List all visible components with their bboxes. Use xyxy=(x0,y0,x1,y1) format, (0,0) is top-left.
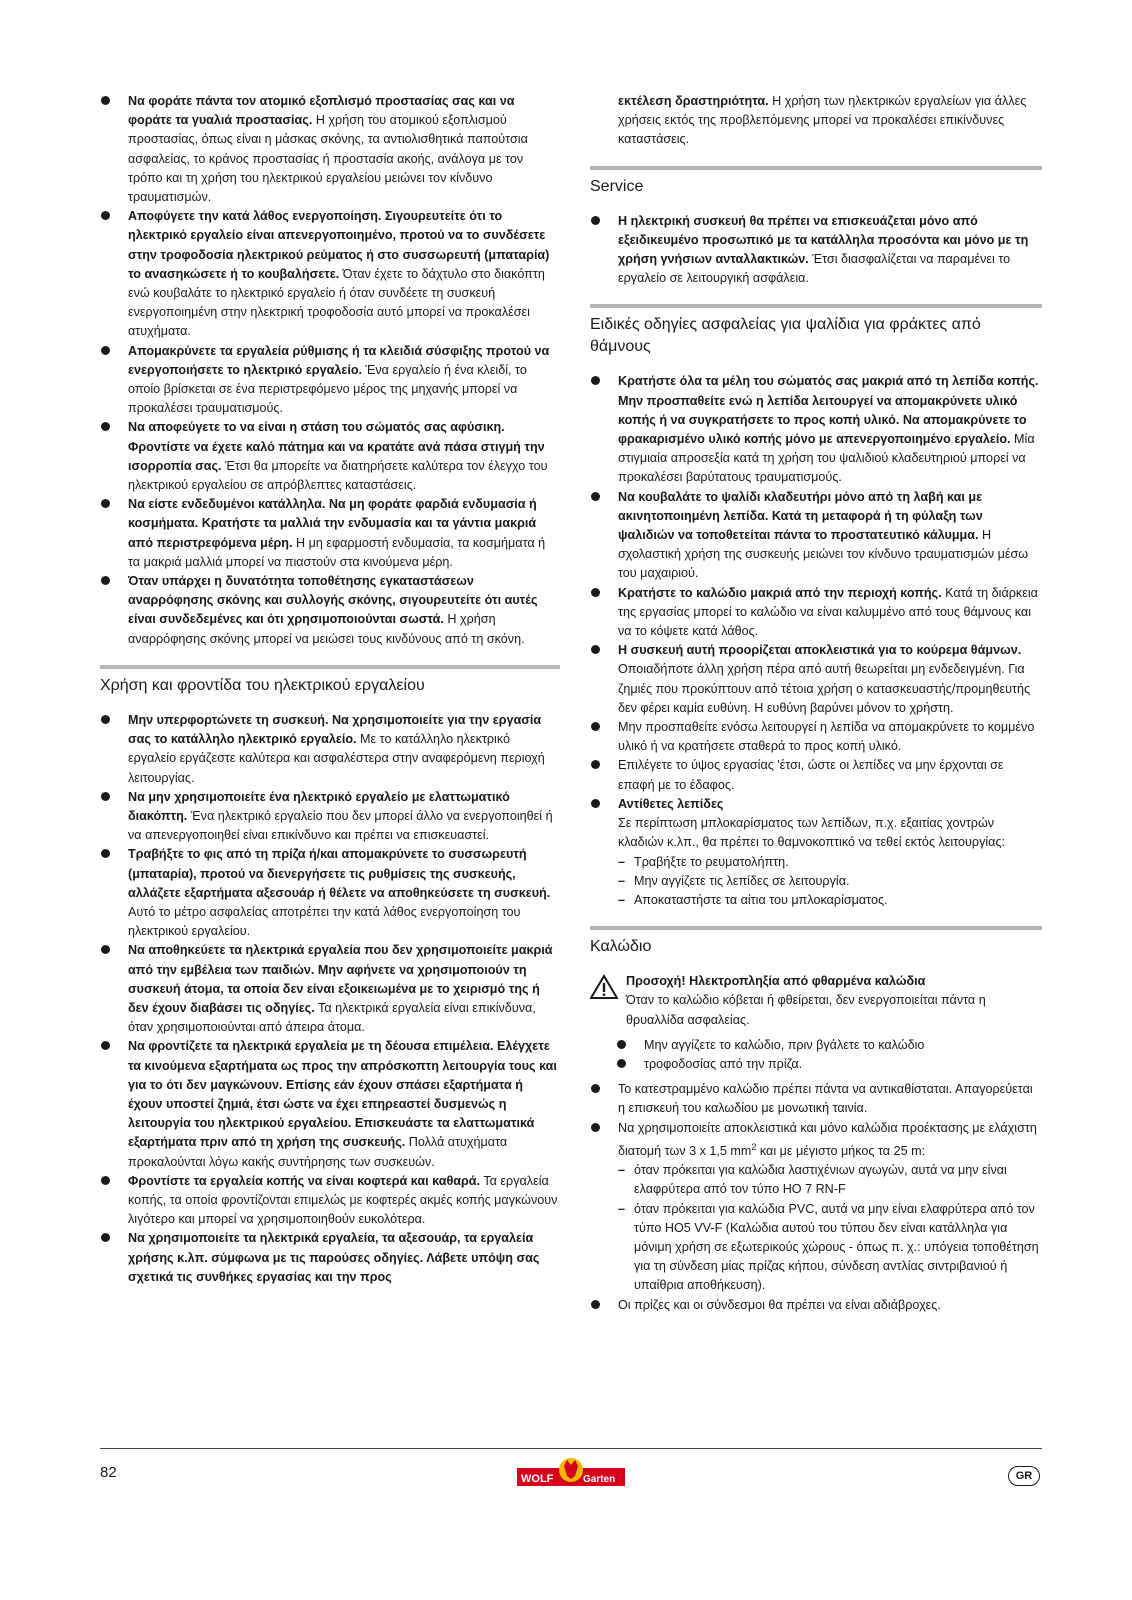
bullet-icon xyxy=(101,499,110,508)
dash-item: – όταν πρόκειται για καλώδια PVC, αυτά να μην είναι ελαφρύτερα από τον τύπο HO5 VV-F (Καλώδια αυτού του τύπου δεν είναι κατάλληλα για μόνιμη χρήση σε εξωτερικούς χώρους - όπως π. χ.: υπόγεια τοποθέτηση για τη σύνδεση μίας πρίζας κήπου, σύνδεση αντλίας σιντριβανιού ή υπαίθρια αποθήκευση). xyxy=(618,1201,1039,1293)
section-service xyxy=(590,166,1042,198)
left-column xyxy=(100,92,560,1287)
list-item: Να φοράτε πάντα τον ατομικό εξοπλισμό προστασίας σας και να φοράτε τα γυαλιά προστασίας. Η χρήση του ατομικού εξοπλισμού προστασίας, όπως είναι η μάσκας σκόνης, τα αντιολισθητικά παπούτσια ασφαλείας, το κράνος προστασίας ή προστασία ακοής, ανάλογα με τον τρόπο και τη χρήση του ηλεκτρικού εργαλείου μειώνει τον κίνδυνο τραυματισμών. xyxy=(100,92,560,207)
warning-triangle-icon xyxy=(590,974,618,1000)
warning-sublist xyxy=(590,1036,1042,1074)
safety-list-2 xyxy=(100,711,560,1287)
list-item: Οι πρίζες και οι σύνδεσμοι θα πρέπει να είναι αδιάβροχες. xyxy=(590,1296,1042,1315)
list-item: Η συσκευή αυτή προορίζεται αποκλειστικά για το κούρεμα θάμνων. Οποιαδήποτε άλλη χρήση πέρα από αυτή θεωρείται μη ενδεδειγμένη. Για ζημιές που προκύπτουν από τέτοια χρήση ο κατασκευαστής/προμηθευτής δεν φέρει καμία ευθύνη. Η ευθύνη βαρύνει μόνον το χρήστη. xyxy=(590,641,1042,718)
list-item: Να αποφεύγετε το να είναι η στάση του σώματός σας αφύσικη. Φροντίστε να έχετε καλό πάτημα και να κρατάτε ανά πάσα στιγμή την ισορροπία σας. Έτσι θα μπορείτε να διατηρήσετε καλύτερα τον έλεγχο του ηλεκτρικού εργαλείου σε απρόβλεπτες καταστάσεις. xyxy=(100,418,560,495)
dash-item: – Μην αγγίζετε τις λεπίδες σε λειτουργία. xyxy=(618,873,850,888)
section-heading-cable: Καλώδιο xyxy=(590,938,652,956)
dash-item: – όταν πρόκειται για καλώδια λαστιχένιων αγωγών, αυτά να μην είναι ελαφρύτερα από τον τύπο HO 7 RN-F xyxy=(618,1163,1007,1197)
footer-rule xyxy=(100,1448,1042,1449)
list-item: Αντίθετες λεπίδες Σε περίπτωση μπλοκαρίσματος των λεπίδων, π.χ. εξαιτίας χοντρών κλαδιών κ.λπ., θα πρέπει το θαμνοκοπτικό να τεθεί εκτός λειτουργίας: xyxy=(590,795,1042,853)
bullet-icon xyxy=(591,722,600,731)
list-item: Να μην χρησιμοποιείτε ένα ηλεκτρικό εργαλείο με ελαττωματικό διακόπτη. Ένα ηλεκτρικό εργαλείο που δεν μπορεί άλλο να ενεργοποιηθεί ή να απενεργοποιηθεί είναι επικίνδυνο και πρέπει να επισκευαστεί. xyxy=(100,788,560,846)
bullet-icon xyxy=(101,1041,110,1050)
page-number: 82 xyxy=(100,1464,117,1481)
bullet-icon xyxy=(101,346,110,355)
list-item: Όταν υπάρχει η δυνατότητα τοποθέτησης εγκαταστάσεων αναρρόφησης σκόνης και συλλογής σκόνης, σιγουρευτείτε ότι αυτές είναι συνδεδεμένες και ότι χρησιμοποιούνται σωστά. Η χρήση αναρρόφησης σκόνης μπορεί να μειώσει τους κινδύνους από τη σκόνη. xyxy=(100,572,560,649)
bullet-icon xyxy=(101,715,110,724)
list-item: Μην υπερφορτώνετε τη συσκευή. Να χρησιμοποιείτε για την εργασία σας το κατάλληλο ηλεκτρικό εργαλείο. Με το κατάλληλο ηλεκτρικό εργαλείο εργάζεστε καλύτερα και ασφαλέστερα στην αναφερόμενη περιοχή λειτουργίας. xyxy=(100,711,560,788)
bullet-icon xyxy=(101,1176,110,1185)
bullet-icon xyxy=(591,1123,600,1132)
bullet-icon xyxy=(617,1040,626,1049)
bullet-icon xyxy=(617,1059,626,1068)
bullet-icon xyxy=(101,849,110,858)
cable-dash-list xyxy=(590,1161,1042,1295)
section-special xyxy=(590,304,1042,358)
section-rule xyxy=(590,304,1042,308)
list-item: Τραβήξτε το φις από τη πρίζα ή/και απομακρύνετε το συσσωρευτή (μπαταρία), προτού να διενεργήσετε τις ρυθμίσεις της συσκευής, αλλάζετε εξαρτήματα αξεσουάρ ή θέλετε να αποθηκεύσετε τη συσκευή. Αυτό το μέτρο ασφαλείας αποτρέπει την κατά λάθος ενεργοποίηση του ηλεκτρικού εργαλείου. xyxy=(100,845,560,941)
list-item: Μην προσπαθείτε ενόσω λειτουργεί η λεπίδα να απομακρύνετε το κομμένο υλικό ή να κρατήσετε σταθερά το προς κοπή υλικό. xyxy=(590,718,1042,756)
bullet-icon xyxy=(591,492,600,501)
warning-sub-item: Μην αγγίζετε το καλώδιο, πριν βγάλετε το καλώδιο xyxy=(616,1036,1042,1055)
bullet-icon xyxy=(591,799,600,808)
continued-text: εκτέλεση δραστηριότητα. Η χρήση των ηλεκτρικών εργαλείων για άλλες χρήσεις εκτός της προβλεπόμενης μπορεί να προκαλέσει επικίνδυνες καταστάσεις. xyxy=(618,94,1027,147)
bullet-icon xyxy=(591,216,600,225)
bullet-icon xyxy=(101,422,110,431)
right-column xyxy=(590,92,1042,1315)
list-item: Κρατήστε όλα τα μέλη του σώματός σας μακριά από τη λεπίδα κοπής. Μην προσπαθείτε ενώ η λεπίδα λειτουργεί να απομακρύνετε υλικό κοπής ή να συγκρατήσετε το προς κοπή υλικό. Να απομακρύνετε το φρακαρισμένο υλικό κοπής μόνο με απενεργοποιημένο εργαλείο. Μία στιγμιαία απροσεξία κατά τη χρήση του ψαλιδιού κλαδευτηριού μπορεί να προκαλέσει βαρύτατους τραυματισμούς. xyxy=(590,372,1042,487)
list-item: Να φροντίζετε τα ηλεκτρικά εργαλεία με τη δέουσα επιμέλεια. Ελέγχετε τα κινούμενα εξαρτήματα ως προς την απρόσκοπτη λειτουργία τους και για το ότι δεν μαγκώνουν. Επίσης εάν έχουν σπάσει εξαρτήματα ή έχουν υποστεί ζημιά, έτσι ώστε να έχει επηρεαστεί δυσμενώς η λειτουργία του ηλεκτρικού εργαλείου. Επισκευάστε τα ελαττωματικά εξαρτήματα πριν από τη χρήση της συσκευής. Πολλά ατυχήματα προκαλούνται λόγω κακής συντήρησης των συσκευών. xyxy=(100,1037,560,1171)
section-rule xyxy=(590,926,1042,930)
svg-text:WOLF: WOLF xyxy=(521,1473,554,1485)
list-item: Να αποθηκεύετε τα ηλεκτρικά εργαλεία που δεν χρησιμοποιείτε μακριά από την εμβέλεια των παιδιών. Μην αφήνετε να χρησιμοποιούν τη συσκευή άτομα, τα οποία δεν είναι εξοικειωμένα με το χειρισμό της ή δεν έχουν διαβάσει τις οδηγίες. Τα ηλεκτρικά εργαλεία είναι επικίνδυνα, όταν χρησιμοποιούνται από άπειρα άτομα. xyxy=(100,941,560,1037)
warning-sub-item: τροφοδοσίας από την πρίζα. xyxy=(616,1055,1042,1074)
list-item: Αποφύγετε την κατά λάθος ενεργοποίηση. Σιγουρευτείτε ότι το ηλεκτρικό εργαλείο είναι απενεργοποιημένο, προτού να το συνδέσετε στην τροφοδοσία ηλεκτρικού ρεύματος ή στο συσσωρευτή (μπαταρία) το ανασηκώσετε ή το κουβαλήσετε. Όταν έχετε το δάχτυλο στο διακόπτη ενώ κουβαλάτε το ηλεκτρικό εργαλείο ή όταν συνδέετε τη συσκευή ενεργοποιημένη στην ηλεκτρική τροφοδοσία αυτό μπορεί να προκαλέσει ατυχήματα. xyxy=(100,207,560,341)
bullet-icon xyxy=(101,96,110,105)
list-item: Φροντίστε τα εργαλεία κοπής να είναι κοφτερά και καθαρά. Τα εργαλεία κοπής, τα οποία φροντίζονται επιμελώς με κοφτερές ακμές κοπής μαγκώνουν λιγότερο και μπορεί να χρησιμοποιηθούν ευκολότερα. xyxy=(100,1172,560,1230)
list-item: Να κουβαλάτε το ψαλίδι κλαδευτήρι μόνο από τη λαβή και με ακινητοποιημένη λεπίδα. Κατά τη μεταφορά ή τη φύλαξη των ψαλιδιών να τοποθετείται πάντα το προστατευτικό κάλυμμα. Η σχολαστική χρήση της συσκευής μειώνει τον κίνδυνο τραυματισμών μέσω του μαχαιριού. xyxy=(590,488,1042,584)
list-item: Να χρησιμοποιείτε αποκλειστικά και μόνο καλώδια προέκτασης με ελάχιστη διατομή των 3 x 1,5 $mm^2$ και με μέγιστο μήκος τα 25 m: xyxy=(590,1119,1042,1162)
language-badge: GR xyxy=(1008,1466,1040,1486)
bullet-icon xyxy=(101,211,110,220)
warning-block xyxy=(590,972,1042,1030)
list-item: Η ηλεκτρική συσκευή θα πρέπει να επισκευάζεται μόνο από εξειδικευμένο προσωπικό με τα κατάλληλα προσόντα και μόνο με τη χρήση γνήσιων ανταλλακτικών. Έτσι διασφαλίζεται να παραμένει το εργαλείο σε λειτουργική ασφάλεια. xyxy=(590,212,1042,289)
safety-list-1 xyxy=(100,92,560,649)
warning-title: Προσοχή! Ηλεκτροπληξία από φθαρμένα καλώδια xyxy=(626,974,926,989)
section-heading-special: Ειδικές οδηγίες ασφαλείας για ψαλίδια για φράκτες από θάμνους xyxy=(590,316,981,356)
list-item: Να είστε ενδεδυμένοι κατάλληλα. Να μη φοράτε φαρδιά ενδυμασία ή κοσμήματα. Κρατήστε τα μαλλιά την ενδυμασία και τα γάντια μακριά από περιστρεφόμενα μέρη. Η μη εφαρμοστή ενδυμασία, τα κοσμήματα ή τα μακριά μαλλιά μπορεί να πιαστούν στα κινούμενα μέρη. xyxy=(100,495,560,572)
list-item: Απομακρύνετε τα εργαλεία ρύθμισης ή τα κλειδιά σύσφιξης προτού να ενεργοποιήσετε το ηλεκτρικό εργαλείο. Ένα εργαλείο ή ένα κλειδί, το οποίο βρίσκεται σε ένα περιστρεφόμενο μέρος της μηχανής μπορεί να προκαλέσει τραυματισμούς. xyxy=(100,342,560,419)
section-usage xyxy=(100,665,560,697)
bullet-icon xyxy=(591,1300,600,1309)
section-rule xyxy=(100,665,560,669)
wolf-garten-logo xyxy=(517,1456,625,1490)
bullet-icon xyxy=(591,760,600,769)
dash-item: – Αποκαταστήστε τα αίτια του μπλοκαρίσματος. xyxy=(618,892,888,907)
list-item: Να χρησιμοποιείτε τα ηλεκτρικά εργαλεία, τα αξεσουάρ, τα εργαλεία χρήσης κ.λπ. σύμφωνα με τις παρούσες οδηγίες. Λάβετε υπόψη σας σχετικά τις συνθήκες εργασίας και την προς xyxy=(100,1229,560,1287)
special-list xyxy=(590,372,1042,794)
bullet-icon xyxy=(591,588,600,597)
section-heading-service: Service xyxy=(590,177,644,195)
section-cable xyxy=(590,926,1042,958)
counter-dash-list xyxy=(590,853,1042,911)
svg-text:Garten: Garten xyxy=(583,1474,616,1485)
bullet-icon xyxy=(101,1233,110,1242)
list-item: Επιλέγετε το ύψος εργασίας 'έτσι, ώστε οι λεπίδες να μην έρχονται σε επαφή με το έδαφος. xyxy=(590,756,1042,794)
warning-text: Όταν το καλώδιο κόβεται ή φθείρεται, δεν ενεργοποιείται πάντα η θρυαλλίδα ασφαλείας. xyxy=(626,993,986,1027)
list-item: Κρατήστε το καλώδιο μακριά από την περιοχή κοπής. Κατά τη διάρκεια της εργασίας μπορεί το καλώδιο να είναι καλυμμένο από τους θάμνους και να το κόψετε κατά λάθος. xyxy=(590,584,1042,642)
list-item: Το κατεστραμμένο καλώδιο πρέπει πάντα να αντικαθίσταται. Απαγορεύεται η επισκευή του καλωδίου με μονωτική ταινία. xyxy=(590,1080,1042,1118)
section-rule xyxy=(590,166,1042,170)
dash-item: – Τραβήξτε το ρευματολήπτη. xyxy=(618,854,789,869)
bullet-icon xyxy=(101,576,110,585)
bullet-icon xyxy=(591,1084,600,1093)
bullet-icon xyxy=(101,945,110,954)
bullet-icon xyxy=(591,645,600,654)
bullet-icon xyxy=(101,792,110,801)
bullet-icon xyxy=(591,376,600,385)
section-heading-usage: Χρήση και φροντίδα του ηλεκτρικού εργαλείου xyxy=(100,676,425,694)
